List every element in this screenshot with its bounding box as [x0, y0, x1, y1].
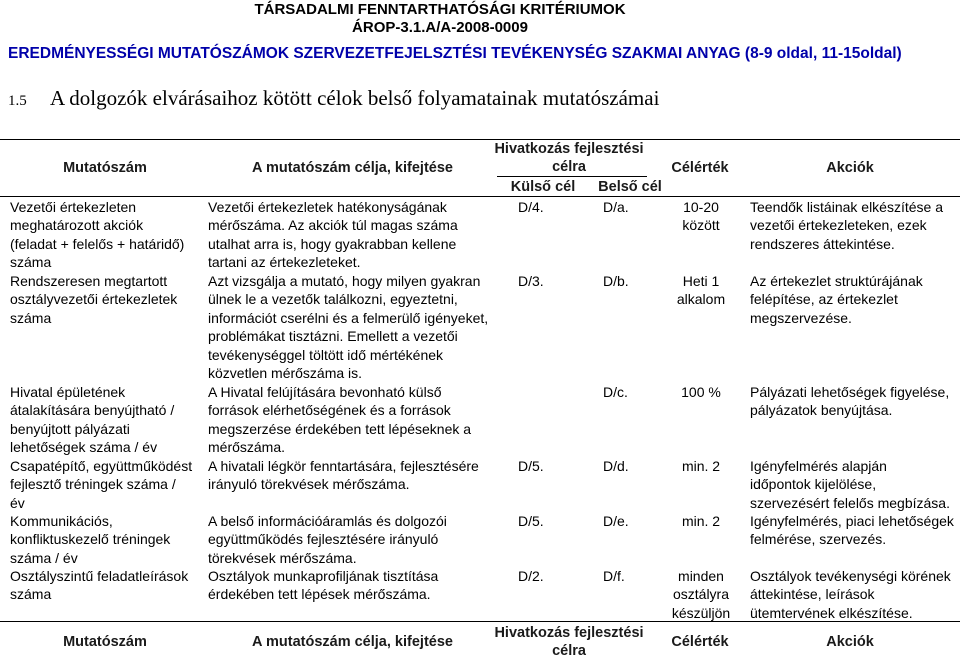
- row-actions: [750, 567, 960, 622]
- row-actions: [750, 512, 960, 549]
- row-external-goal: D/4.: [518, 199, 544, 215]
- row-purpose: [208, 198, 498, 272]
- row-purpose-line: mérőszáma. Az akciók túl magas száma: [208, 217, 458, 234]
- row-purpose-line: megszerzése érdekében tett lépéseknek a: [208, 420, 472, 437]
- row-target: [655, 512, 747, 530]
- row-purpose: [208, 383, 498, 457]
- row-indicator: [10, 383, 202, 457]
- section-title: A dolgozók elvárásaihoz kötött célok belső folyamatainak mutatószámai: [50, 86, 660, 110]
- row-actions-line: vezetői értekezleteken, ezek: [750, 217, 927, 234]
- row-indicator: [10, 512, 202, 567]
- row-purpose-line: információt cserélni és a felmerülő igényeket,: [208, 309, 489, 326]
- row-indicator-line: benyújtott pályázati: [10, 420, 130, 437]
- header-actions: Akciók: [826, 160, 874, 176]
- row-actions-line: ütemtervének elkészítése.: [750, 604, 913, 621]
- row-indicator-line: száma: [10, 309, 52, 326]
- row-purpose-line: tevékenységgel töltött idő mértékének: [208, 346, 444, 363]
- row-external-goal: D/5.: [518, 458, 544, 474]
- row-indicator-line: konfliktuskezelő tréningek: [10, 531, 171, 548]
- row-purpose-line: problémákat tisztázni. Emellett a vezetői: [208, 328, 458, 345]
- table-top-rule: [0, 139, 960, 140]
- row-actions-line: Igényfelmérés alapján: [750, 458, 887, 474]
- row-target-line: 100 %: [681, 384, 721, 400]
- row-purpose: [208, 272, 498, 382]
- row-purpose-line: források elérhetőségének és a források: [208, 402, 451, 419]
- footer-actions: Akciók: [826, 634, 874, 650]
- header-reference-line: Hivatkozás fejlesztési: [494, 141, 644, 157]
- row-purpose-line: érdekében tett lépések mérőszáma.: [208, 586, 431, 603]
- row-target-line: minden: [678, 568, 724, 584]
- row-purpose-line: tartani az értekezleteket.: [208, 254, 361, 271]
- header-purpose: A mutatószám célja, kifejtése: [252, 160, 453, 176]
- header-reference-line: célra: [552, 159, 586, 176]
- document-org-title: TÁRSADALMI FENNTARTHATÓSÁGI KRITÉRIUMOK: [254, 1, 626, 18]
- row-internal-goal: D/d.: [603, 458, 629, 474]
- footer-top-rule: [0, 621, 960, 622]
- row-external-goal: D/2.: [518, 568, 544, 584]
- row-purpose-line: ülnek le a vezetők találkozni, egyeztetni,: [208, 291, 458, 308]
- footer-reference-line: Hivatkozás fejlesztési: [494, 625, 644, 641]
- row-actions: [750, 272, 960, 327]
- row-actions-line: Az értekezlet struktúrájának: [750, 273, 923, 289]
- row-actions: [750, 198, 960, 253]
- row-indicator-line: fejlesztő tréningek száma /: [10, 476, 176, 493]
- row-purpose-line: Osztályok munkaprofiljának tisztítása: [208, 568, 439, 584]
- row-indicator-line: (feladat + felelős + határidő): [10, 235, 185, 252]
- row-internal-goal: D/e.: [603, 513, 629, 529]
- row-indicator-line: száma: [10, 586, 52, 603]
- row-actions-line: Osztályok tevékenységi körének: [750, 568, 951, 584]
- row-purpose-line: közvetlen mérőszáma is.: [208, 365, 363, 382]
- row-purpose-line: Vezetői értekezletek hatékonyságának: [208, 199, 447, 215]
- footer-reference-line: célra: [552, 643, 586, 660]
- row-indicator-line: osztályvezetői értekezletek: [10, 291, 178, 308]
- row-indicator: [10, 567, 202, 604]
- header-bottom-rule: [0, 196, 960, 197]
- footer-reference: [493, 624, 645, 661]
- row-indicator-line: Csapatépítő, együttműködést: [10, 458, 193, 474]
- row-purpose-line: A belső információáramlás és dolgozói: [208, 513, 447, 529]
- row-target: [655, 272, 747, 309]
- row-purpose-line: törekvések mérőszáma.: [208, 549, 357, 566]
- row-actions-line: Teendők listáinak elkészítése a: [750, 199, 943, 215]
- header-sub-rule: [497, 176, 647, 177]
- row-actions: [750, 457, 960, 512]
- footer-indicator: Mutatószám: [63, 634, 147, 650]
- row-indicator: [10, 272, 202, 327]
- row-target-line: készüljön: [671, 604, 731, 621]
- row-target: [655, 567, 747, 622]
- row-purpose: [208, 567, 498, 604]
- row-actions-line: megszervezése.: [750, 309, 852, 326]
- row-target-line: között: [682, 217, 720, 234]
- row-target-line: osztályra: [672, 586, 730, 603]
- row-purpose-line: utalhat arra is, hogy gyakrabban kellene: [208, 235, 457, 252]
- row-indicator-line: száma: [10, 254, 52, 271]
- footer-target: Célérték: [671, 634, 729, 650]
- row-indicator-line: év: [10, 494, 25, 511]
- row-purpose-line: mérőszáma.: [208, 439, 286, 456]
- row-purpose-line: Azt vizsgálja a mutató, hogy milyen gyakran: [208, 273, 481, 289]
- row-target: [655, 457, 747, 475]
- row-indicator-line: meghatározott akciók: [10, 217, 144, 234]
- row-internal-goal: D/f.: [603, 568, 625, 584]
- row-actions-line: Igényfelmérés, piaci lehetőségek: [750, 513, 954, 529]
- header-target: Célérték: [671, 160, 729, 176]
- row-internal-goal: D/a.: [603, 199, 629, 215]
- row-indicator-line: Rendszeresen megtartott: [10, 273, 168, 289]
- row-actions-line: időpontok kijelölése,: [750, 476, 877, 493]
- header-external-goal: Külső cél: [510, 179, 576, 195]
- row-target: [655, 383, 747, 401]
- row-target-line: Heti 1: [682, 273, 720, 289]
- row-target: [655, 198, 747, 235]
- row-actions-line: szervezésért felelős megbízása.: [750, 494, 950, 511]
- row-indicator-line: Vezetői értekezleten: [10, 199, 137, 215]
- row-purpose: [208, 457, 498, 494]
- row-purpose-line: A Hivatal felújítására bevonható külső: [208, 384, 442, 400]
- row-indicator-line: Osztályszintű feladatleírások: [10, 568, 189, 584]
- row-target-line: alkalom: [676, 291, 726, 308]
- section-number: 1.5: [8, 93, 27, 109]
- row-actions-line: rendszeres áttekintése.: [750, 235, 895, 252]
- row-indicator-line: átalakítására benyújtható /: [10, 402, 175, 419]
- document-subtitle: EREDMÉNYESSÉGI MUTATÓSZÁMOK SZERVEZETFEJELSZTÉSI TEVÉKENYSÉG SZAKMAI ANYAG (8-9 oldal, 11-15oldal): [8, 45, 902, 62]
- row-indicator: [10, 457, 202, 512]
- row-indicator-line: Hivatal épületének: [10, 384, 126, 400]
- row-target-line: min. 2: [681, 513, 721, 529]
- row-actions-line: áttekintése, leírások: [750, 586, 875, 603]
- row-actions-line: Pályázati lehetőségek figyelése,: [750, 384, 950, 400]
- row-indicator: [10, 198, 202, 272]
- row-actions-line: felmérése, szervezés.: [750, 531, 887, 548]
- row-target-line: min. 2: [681, 458, 721, 474]
- document-project-code: ÁROP-3.1.A/A-2008-0009: [352, 19, 528, 36]
- row-purpose-line: együttműködés fejlesztésére irányuló: [208, 531, 439, 548]
- row-target-line: 10-20: [683, 199, 719, 215]
- header-indicator: Mutatószám: [63, 160, 147, 176]
- row-external-goal: D/5.: [518, 513, 544, 529]
- row-internal-goal: D/c.: [603, 384, 628, 400]
- header-internal-goal: Belső cél: [598, 179, 662, 195]
- row-actions-line: pályázatok benyújtása.: [750, 402, 893, 419]
- row-internal-goal: D/b.: [603, 273, 629, 289]
- row-purpose: [208, 512, 498, 567]
- row-external-goal: D/3.: [518, 273, 544, 289]
- row-purpose-line: irányuló törekvések mérőszáma.: [208, 476, 410, 493]
- header-reference: [493, 140, 645, 177]
- row-actions: [750, 383, 960, 420]
- row-purpose-line: A hivatali légkör fenntartására, fejlesztésére: [208, 458, 479, 474]
- row-indicator-line: Kommunikációs,: [10, 513, 113, 529]
- row-indicator-line: lehetőségek száma / év: [10, 439, 158, 456]
- row-indicator-line: száma / év: [10, 549, 78, 566]
- row-actions-line: felépítése, az értekezlet: [750, 291, 898, 308]
- footer-purpose: A mutatószám célja, kifejtése: [252, 634, 453, 650]
